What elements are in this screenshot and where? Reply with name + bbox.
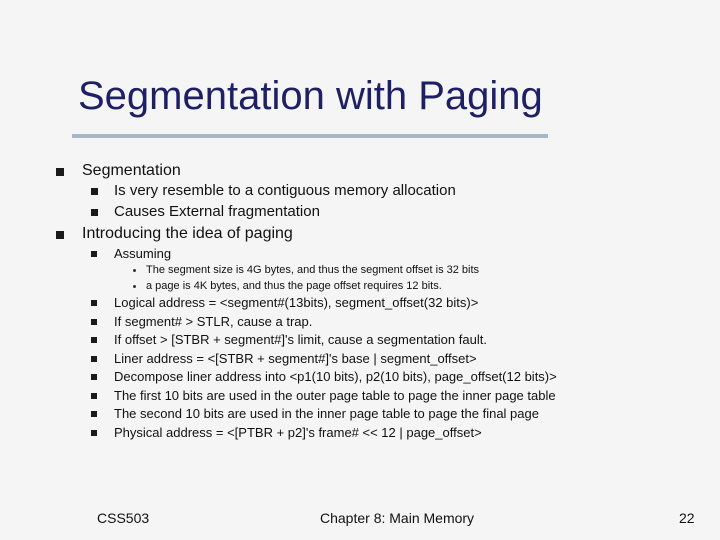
footer-course: CSS503 (97, 510, 150, 526)
step-item: The second 10 bits are used in the inner page table to page the final page (114, 406, 539, 421)
bullet-square-icon (91, 251, 97, 257)
step-item: Decompose liner address into <p1(10 bits), p2(10 bits), page_offset(12 bits)> (114, 369, 557, 384)
step-item: If offset > [STBR + segment#]'s limit, cause a segmentation fault. (114, 332, 487, 347)
bullet-square-icon (91, 430, 97, 436)
segmentation-point: Is very resemble to a contiguous memory allocation (114, 182, 456, 199)
bullet-square-icon (91, 319, 97, 325)
bullet-square-icon (91, 393, 97, 399)
assuming-label: Assuming (114, 246, 172, 261)
step-item: The first 10 bits are used in the outer page table to page the inner page table (114, 388, 556, 403)
bullet-square-icon (91, 374, 97, 380)
bullet-square-icon (91, 188, 98, 195)
bullet-square-icon (91, 411, 97, 417)
bullet-introducing-paging: Introducing the idea of paging (82, 225, 293, 242)
bullet-square-icon (56, 168, 64, 176)
step-item: If segment# > STLR, cause a trap. (114, 314, 313, 329)
step-item: Physical address = <[PTBR + p2]'s frame# << 12 | page_offset> (114, 425, 482, 440)
bullet-square-icon (91, 356, 97, 362)
assumption-detail: a page is 4K bytes, and thus the page offset requires 12 bits. (146, 280, 442, 292)
bullet-dot-icon (133, 269, 136, 272)
footer-chapter: Chapter 8: Main Memory (320, 510, 475, 526)
bullet-square-icon (56, 231, 64, 239)
bullet-square-icon (91, 209, 98, 216)
step-item: Logical address = <segment#(13bits), segment_offset(32 bits)> (114, 295, 479, 310)
footer-page-number: 22 (679, 510, 695, 526)
bullet-square-icon (91, 337, 97, 343)
step-item: Liner address = <[STBR + segment#]'s base | segment_offset> (114, 351, 477, 366)
bullet-segmentation: Segmentation (82, 162, 181, 179)
title-underline (72, 134, 548, 138)
segmentation-point: Causes External fragmentation (114, 203, 320, 220)
bullet-dot-icon (133, 285, 136, 288)
bullet-square-icon (91, 300, 97, 306)
assumption-detail: The segment size is 4G bytes, and thus the segment offset is 32 bits (146, 264, 480, 276)
slide-title: Segmentation with Paging (78, 74, 543, 118)
